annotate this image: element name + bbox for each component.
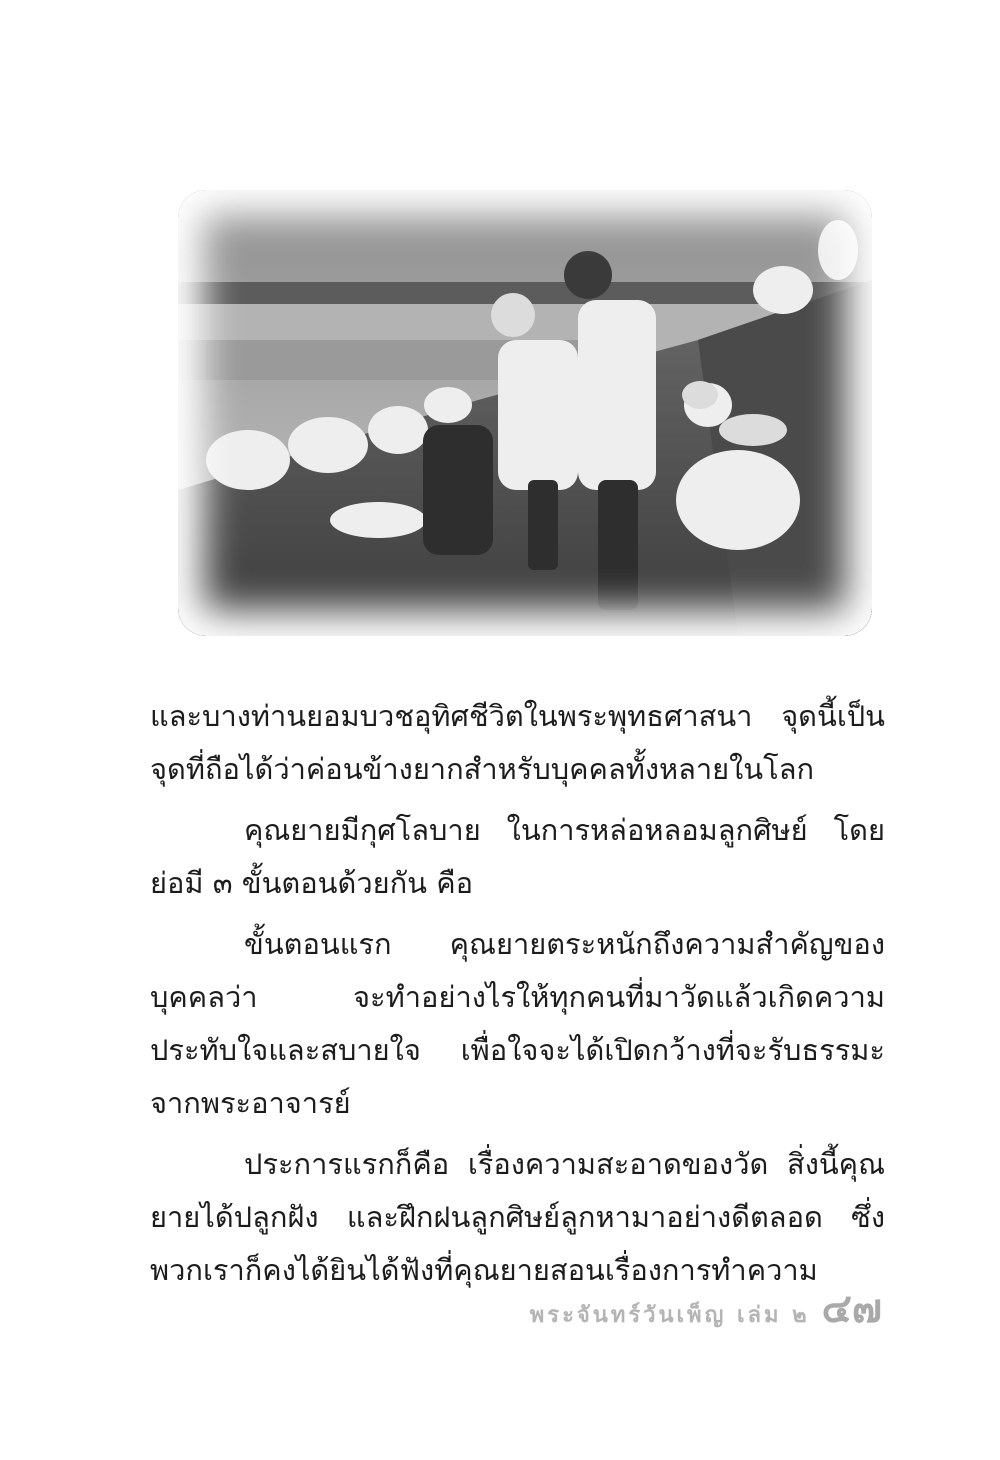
body-text — [150, 690, 885, 1297]
paragraph: ขั้นตอนแรก คุณยายตระหนักถึงความสำคัญของบุคคลว่า จะทำอย่างไรให้ทุกคนที่มาวัดแล้วเกิดความประทับใจและสบายใจ เพื่อใจจะได้เปิดกว้างที่จะรับธรรมะจากพระอาจารย์ — [150, 927, 885, 1120]
photo-image — [178, 190, 872, 636]
running-head: พระจันทร์วันเพ็ญ เล่ม ๒ — [529, 1302, 810, 1328]
paragraph: คุณยายมีกุศโลบาย ในการหล่อหลอมลูกศิษย์ โดยย่อมี ๓ ขั้นตอนด้วยกัน คือ — [150, 813, 885, 900]
page-number: ๔๗ — [821, 1285, 882, 1332]
photo-volunteers-cleaning — [178, 190, 872, 636]
page-footer — [530, 1276, 882, 1340]
paragraph: และบางท่านยอมบวชอุทิศชีวิตในพระพุทธศาสนา จุดนี้เป็นจุดที่ถือได้ว่าค่อนข้างยากสำหรับบุคคลทั้งหลายในโลก — [150, 699, 885, 786]
paragraph: ประการแรกก็คือ เรื่องความสะอาดของวัด สิ่งนี้คุณยายได้ปลูกฝัง และฝึกฝนลูกศิษย์ลูกหามาอย่างดีตลอด ซึ่งพวกเราก็คงได้ยินได้ฟังที่คุณยายสอนเรื่องการทำความ — [150, 1147, 885, 1287]
